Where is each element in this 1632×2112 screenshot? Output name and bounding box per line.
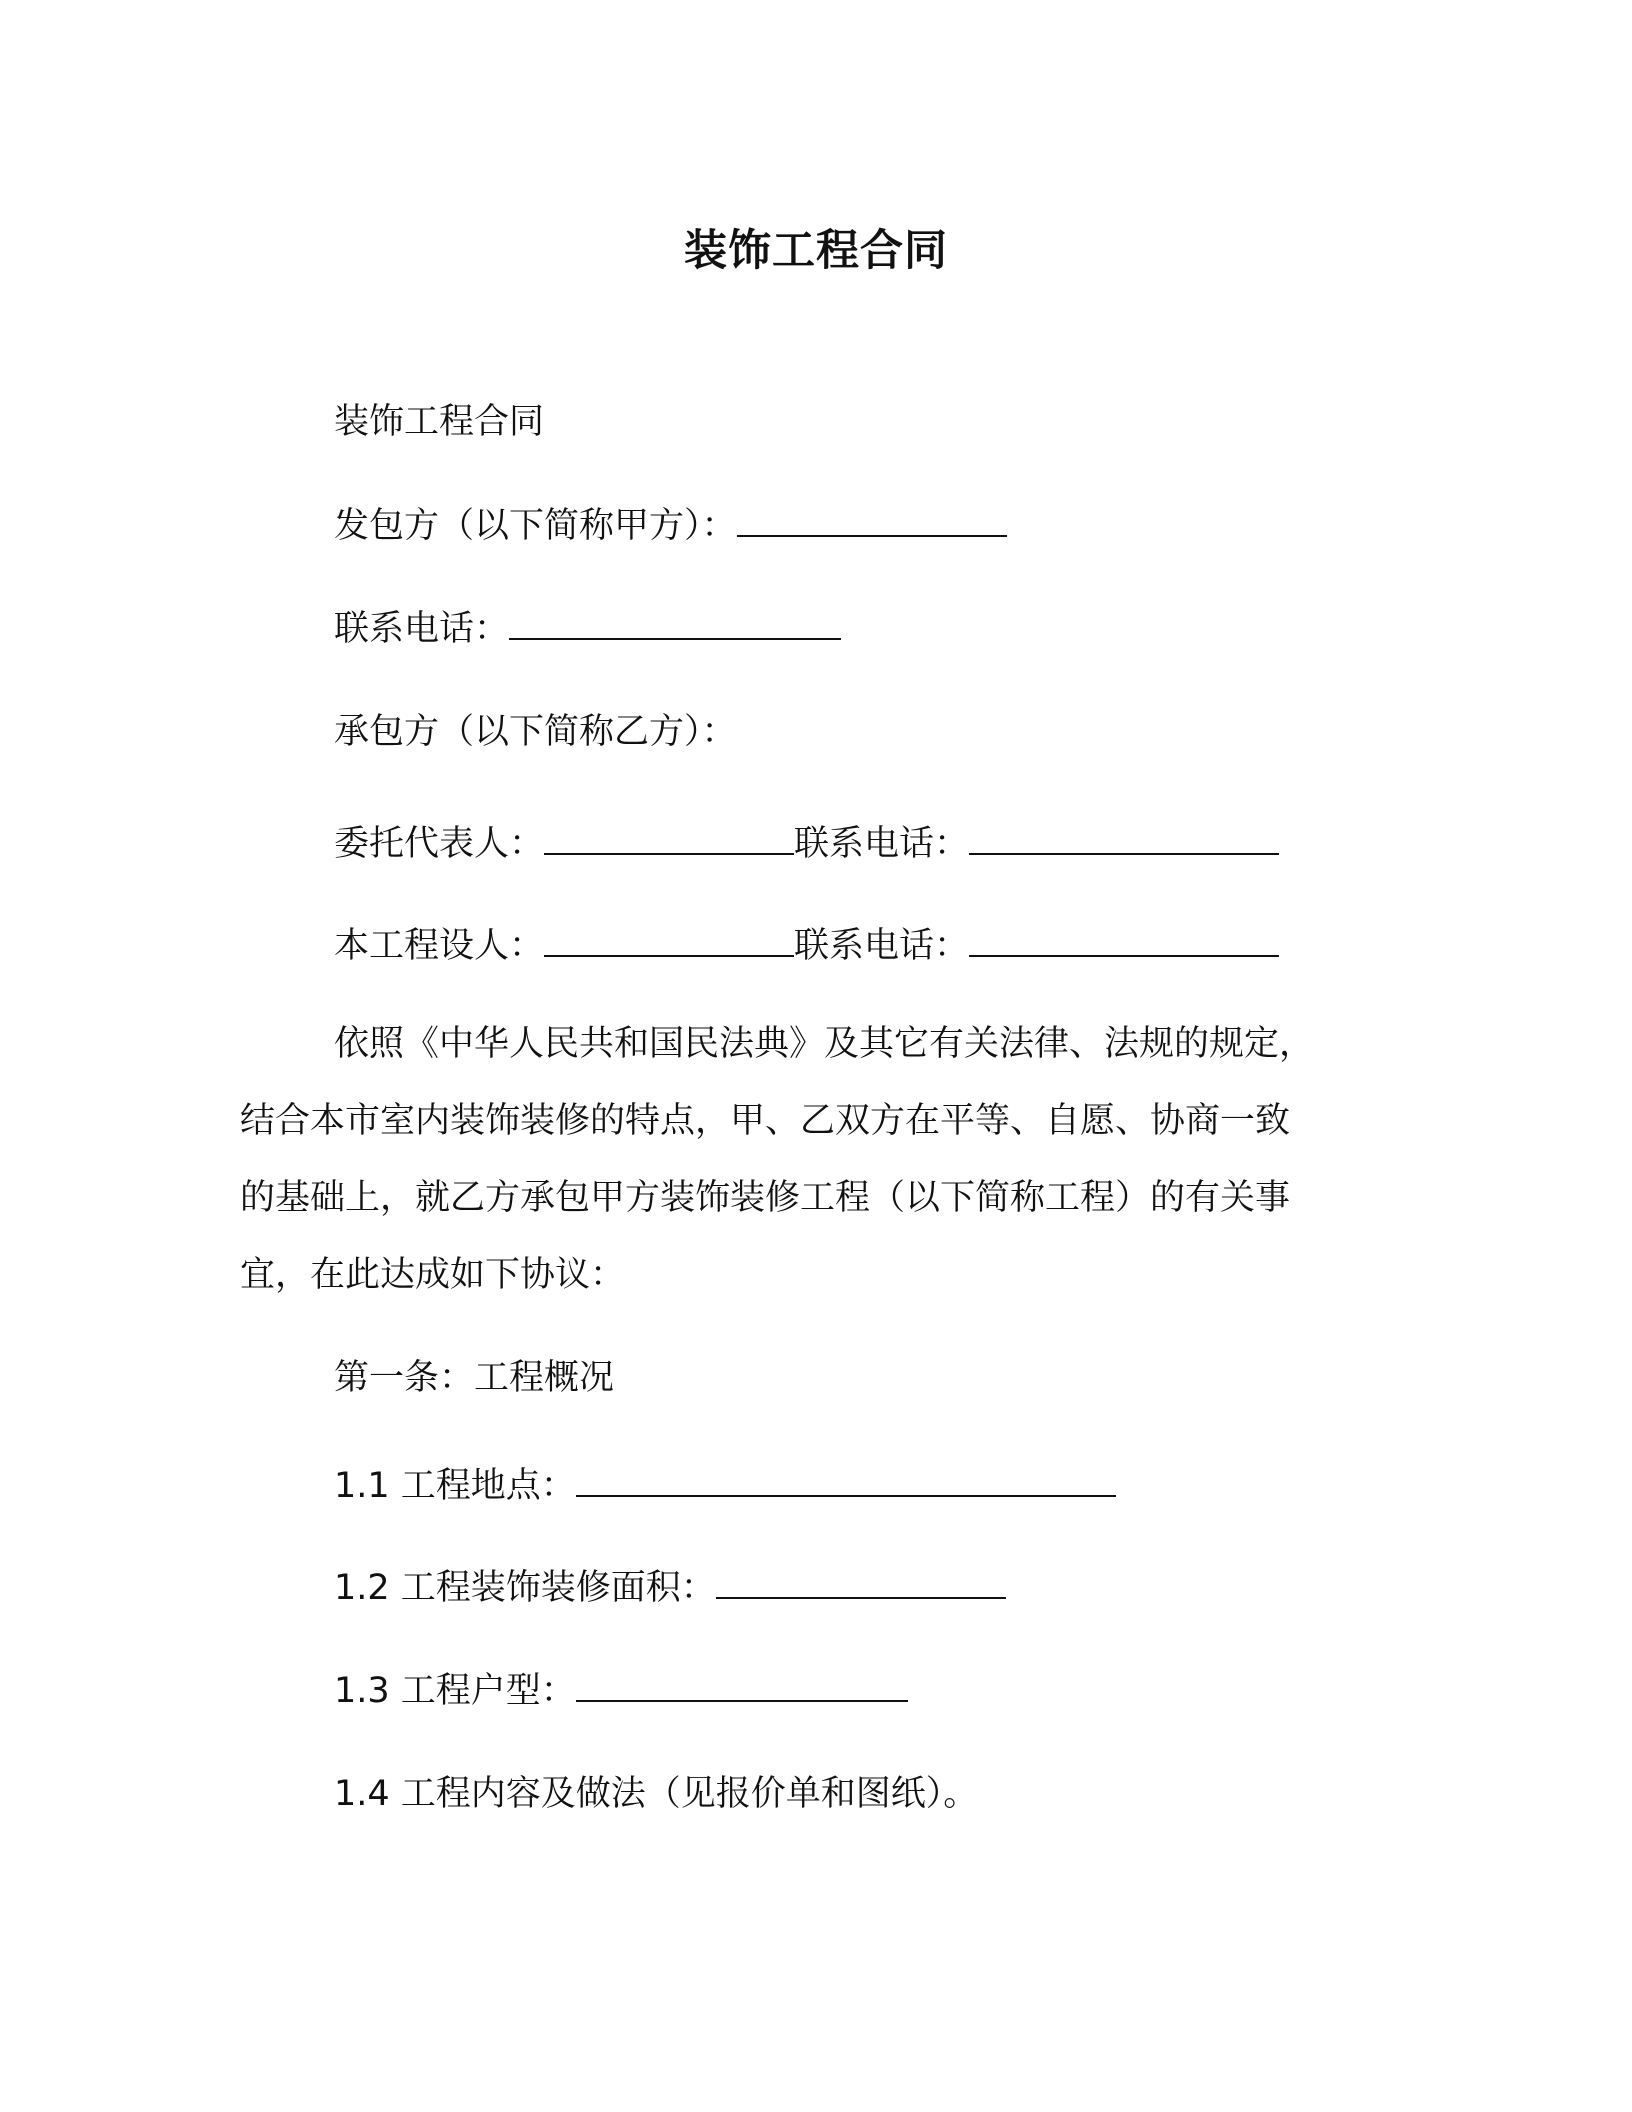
party-a-phone-label: 联系电话：	[334, 609, 510, 649]
preamble-paragraph	[240, 1006, 1360, 1314]
location-blank[interactable]	[576, 1465, 1116, 1497]
designer-phone-blank[interactable]	[969, 925, 1279, 957]
item-1-2-line	[334, 1564, 1006, 1612]
party-b-label: 承包方（以下简称乙方）：	[334, 712, 737, 752]
delegate-blank[interactable]	[544, 823, 794, 855]
party-b-line	[334, 708, 737, 756]
party-a-phone-blank[interactable]	[509, 608, 841, 640]
preamble-line: 宜，在此达成如下协议：	[240, 1255, 626, 1295]
designer-phone-label: 联系电话：	[794, 926, 970, 966]
preamble-line: 结合本市室内装饰装修的特点，甲、乙双方在平等、自愿、协商一致	[240, 1101, 1291, 1141]
document-title: 装饰工程合同	[684, 226, 948, 276]
delegate-label: 委托代表人：	[334, 824, 545, 864]
item-1-3-label: 1.3 工程户型：	[334, 1671, 576, 1711]
item-1-2-label: 1.2 工程装饰装修面积：	[334, 1568, 716, 1608]
item-1-4-line: 1.4 工程内容及做法（见报价单和图纸）。	[334, 1774, 979, 1814]
party-a-phone-line	[334, 605, 841, 653]
delegate-phone-blank[interactable]	[969, 823, 1279, 855]
item-1-3-line	[334, 1667, 908, 1715]
layout-blank[interactable]	[576, 1670, 908, 1702]
article-1-heading: 第一条：工程概况	[334, 1358, 615, 1398]
party-a-line	[334, 502, 1007, 550]
delegate-phone-label: 联系电话：	[794, 824, 970, 864]
contract-subtitle: 装饰工程合同	[334, 402, 545, 442]
party-a-label: 发包方（以下简称甲方）：	[334, 506, 737, 546]
preamble-line: 依照《中华人民共和国民法典》及其它有关法律、法规的规定，	[334, 1024, 1315, 1064]
preamble-line: 的基础上，就乙方承包甲方装饰装修工程（以下简称工程）的有关事	[240, 1178, 1291, 1218]
delegate-line	[334, 820, 1279, 868]
item-1-1-line	[334, 1462, 1116, 1510]
designer-line	[334, 922, 1279, 970]
designer-blank[interactable]	[544, 925, 794, 957]
party-a-blank[interactable]	[737, 505, 1007, 537]
item-1-1-label: 1.1 工程地点：	[334, 1466, 576, 1506]
designer-label: 本工程设人：	[334, 926, 545, 966]
area-blank[interactable]	[716, 1567, 1006, 1599]
